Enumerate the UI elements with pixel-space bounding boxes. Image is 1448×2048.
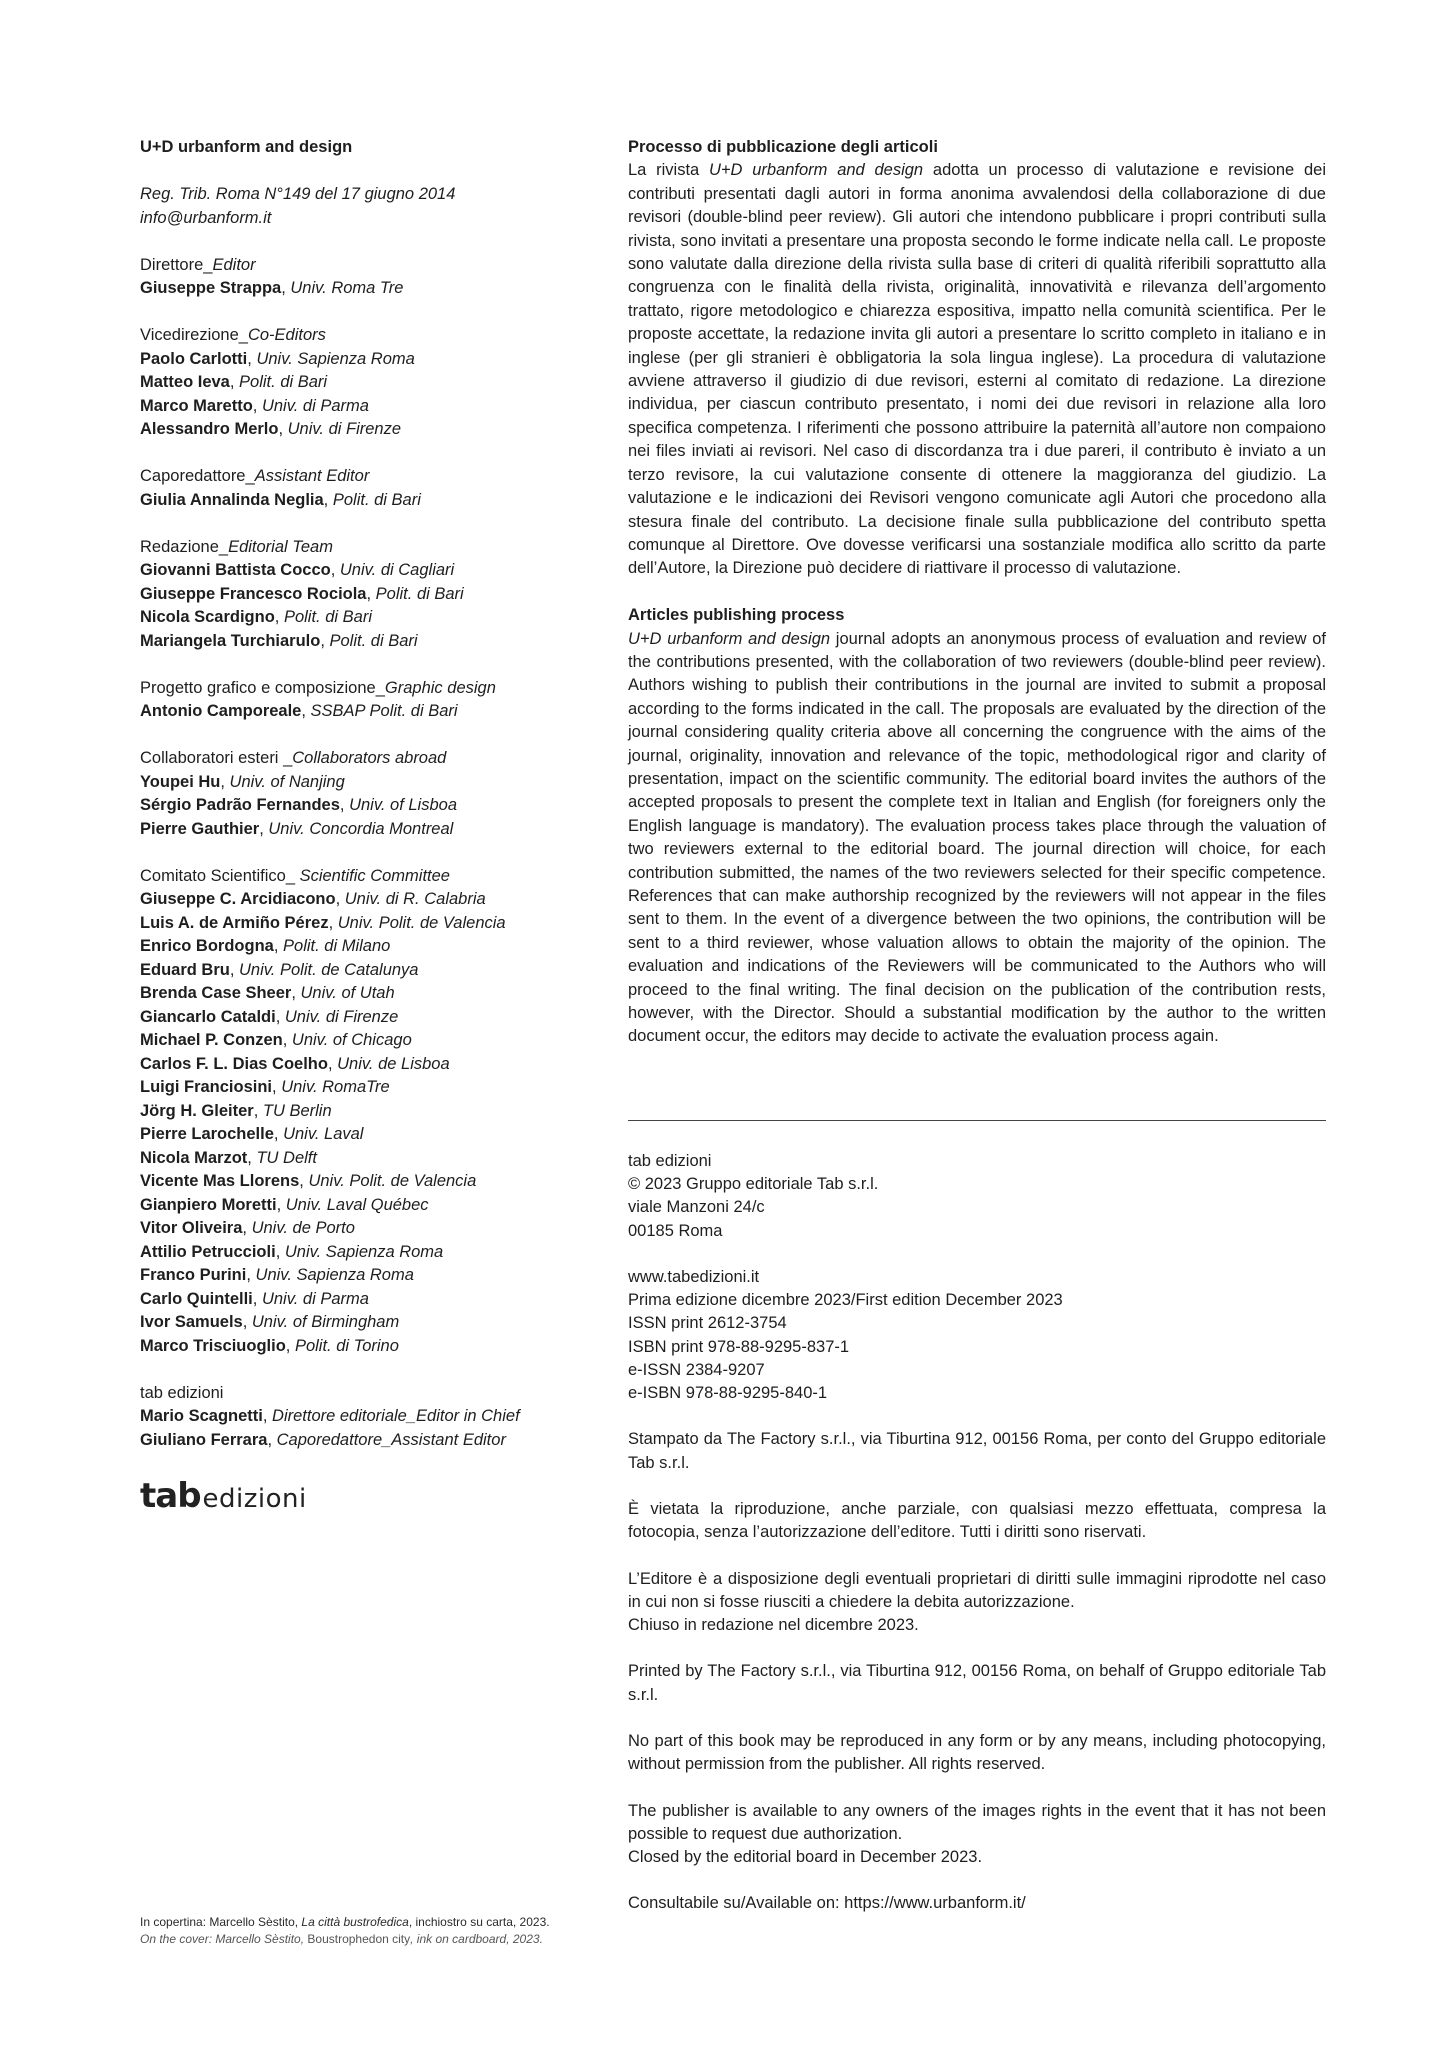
section-divider bbox=[628, 1120, 1326, 1121]
member-affiliation: Univ. Sapienza Roma bbox=[284, 1242, 444, 1261]
member-affiliation: Univ. di Parma bbox=[261, 1289, 369, 1308]
member-name: Paolo Carlotti bbox=[140, 349, 248, 368]
section-heading bbox=[140, 677, 580, 701]
member-affiliation: Polit. di Milano bbox=[283, 937, 391, 955]
member-comma: , bbox=[301, 702, 311, 720]
member-name: Alessandro Merlo bbox=[140, 420, 279, 438]
member-name: Giuliano Ferrara bbox=[140, 1430, 268, 1449]
masthead-section bbox=[140, 254, 580, 301]
printed-en-text: Printed by The Factory s.r.l., via Tiburtina 912, 00156 Roma, on behalf of Gruppo editoriale Tab s.r.l. bbox=[628, 1662, 1326, 1704]
member-name: Vitor Oliveira bbox=[140, 1219, 243, 1237]
member-comma: , bbox=[273, 937, 284, 955]
member-affiliation: Univ. di Firenze bbox=[284, 1007, 399, 1026]
member-entry bbox=[140, 1076, 580, 1100]
member-affiliation: Univ. de Porto bbox=[251, 1219, 355, 1237]
member-name: Attilio Petruccioli bbox=[140, 1242, 276, 1261]
member-comma: , bbox=[323, 490, 333, 509]
member-comma: , bbox=[282, 1031, 292, 1049]
masthead-section bbox=[140, 1382, 580, 1453]
member-affiliation: Univ. of Birmingham bbox=[251, 1313, 400, 1331]
registration-text: Reg. Trib. Roma N°149 del 17 giugno 2014 bbox=[140, 185, 456, 203]
member-comma: , bbox=[220, 772, 230, 791]
imprint-line: 00185 Roma bbox=[628, 1221, 723, 1240]
member-comma: , bbox=[275, 1242, 285, 1261]
member-affiliation: Univ. of Lisboa bbox=[349, 796, 457, 814]
printer-en bbox=[628, 1660, 1326, 1706]
member-name: Marco Maretto bbox=[140, 396, 253, 415]
section-heading bbox=[140, 324, 580, 348]
member-name: Pierre Larochelle bbox=[140, 1125, 274, 1143]
member-affiliation: Caporedattore_Assistant Editor bbox=[276, 1430, 506, 1449]
section-heading-it: Caporedattore bbox=[140, 467, 246, 485]
member-comma: , bbox=[274, 608, 284, 626]
member-comma: , bbox=[285, 1336, 295, 1355]
section-heading-it: Direttore bbox=[140, 255, 204, 274]
member-name: Giuseppe Francesco Rociola bbox=[140, 584, 367, 603]
member-name: Nicola Marzot bbox=[140, 1148, 248, 1167]
member-name: Eduard Bru bbox=[140, 960, 230, 979]
member-name: Giovanni Battista Cocco bbox=[140, 561, 331, 579]
registration-block bbox=[140, 183, 580, 230]
member-affiliation: Polit. di Bari bbox=[329, 631, 418, 650]
available-text: Consultabile su/Available on: https://www.urbanform.it/ bbox=[628, 1894, 1026, 1913]
section-heading-en: Scientific Committee bbox=[295, 866, 450, 885]
member-comma: , bbox=[299, 1172, 309, 1190]
section-heading-it: Comitato Scientifico bbox=[140, 866, 286, 885]
imprint-line: Prima edizione dicembre 2023/First edition December 2023 bbox=[628, 1291, 1063, 1310]
member-name: Pierre Gauthier bbox=[140, 819, 260, 838]
member-entry bbox=[140, 418, 580, 442]
member-entry bbox=[140, 606, 580, 630]
masthead-section bbox=[140, 865, 580, 1359]
heading-separator: _ bbox=[283, 749, 293, 767]
member-comma: , bbox=[278, 420, 288, 438]
section-heading bbox=[140, 536, 580, 560]
member-comma: , bbox=[276, 1195, 286, 1214]
member-comma: , bbox=[272, 1078, 282, 1096]
member-comma: , bbox=[252, 1289, 262, 1308]
member-entry bbox=[140, 630, 580, 654]
member-entry bbox=[140, 348, 580, 372]
member-affiliation: Polit. di Torino bbox=[294, 1336, 399, 1355]
member-entry bbox=[140, 583, 580, 607]
member-comma: , bbox=[259, 819, 269, 838]
member-affiliation: Polit. di Bari bbox=[283, 608, 372, 626]
member-entry bbox=[140, 559, 580, 583]
imprint-line: e-ISSN 2384-9207 bbox=[628, 1360, 765, 1379]
edition-info bbox=[628, 1266, 1326, 1405]
rights-en bbox=[628, 1730, 1326, 1776]
member-entry bbox=[140, 1429, 580, 1453]
masthead-section bbox=[140, 324, 580, 442]
member-entry bbox=[140, 1006, 580, 1030]
imprint bbox=[628, 1150, 1326, 1939]
member-name: Brenda Case Sheer bbox=[140, 984, 292, 1002]
member-name: Marco Trisciuoglio bbox=[140, 1336, 286, 1355]
member-comma: , bbox=[242, 1313, 252, 1331]
member-name: Vicente Mas Llorens bbox=[140, 1172, 300, 1190]
member-affiliation: Polit. di Bari bbox=[375, 584, 464, 603]
member-affiliation: Univ. Sapienza Roma bbox=[255, 1266, 414, 1284]
member-affiliation: Polit. di Bari bbox=[332, 490, 421, 509]
member-entry bbox=[140, 1405, 580, 1429]
contact-email: info@urbanform.it bbox=[140, 208, 272, 227]
member-entry bbox=[140, 1241, 580, 1265]
member-affiliation: Univ. di Firenze bbox=[287, 420, 402, 438]
member-comma: , bbox=[366, 584, 376, 603]
member-entry bbox=[140, 1311, 580, 1335]
rights-en-text: No part of this book may be reproduced in any form or by any means, including photocopying, without permission from the publisher. All rights reserved. bbox=[628, 1731, 1326, 1774]
member-comma: , bbox=[267, 1430, 277, 1449]
heading-separator: _ bbox=[285, 866, 295, 885]
review-it-text bbox=[628, 159, 1326, 580]
member-name: Enrico Bordogna bbox=[140, 937, 274, 955]
review-en-text bbox=[628, 628, 1326, 1049]
member-affiliation: Univ. Roma Tre bbox=[290, 279, 404, 297]
review-it-journal: U+D urbanform and design bbox=[708, 161, 924, 180]
member-name: Gianpiero Moretti bbox=[140, 1195, 277, 1214]
member-comma: , bbox=[291, 984, 301, 1002]
member-entry bbox=[140, 959, 580, 983]
member-entry bbox=[140, 912, 580, 936]
member-comma: , bbox=[252, 396, 262, 415]
member-entry bbox=[140, 1288, 580, 1312]
logo-bold-text: tab bbox=[140, 1476, 201, 1516]
member-comma: , bbox=[242, 1219, 252, 1237]
section-heading-en: Collaborators abroad bbox=[292, 749, 447, 767]
masthead bbox=[140, 136, 580, 1476]
member-comma: , bbox=[328, 913, 338, 932]
logo-light-text: edizioni bbox=[202, 1484, 307, 1514]
member-comma: , bbox=[281, 279, 291, 297]
member-name: Giuseppe Strappa bbox=[140, 279, 282, 297]
member-comma: , bbox=[320, 631, 330, 650]
imprint-line: e-ISBN 978-88-9295-840-1 bbox=[628, 1384, 828, 1403]
section-heading-en: Assistant Editor bbox=[254, 467, 370, 485]
member-name: Sérgio Padrão Fernandes bbox=[140, 796, 340, 814]
closed-en-text: Closed by the editorial board in December 2023. bbox=[628, 1847, 983, 1866]
member-affiliation: Univ. Laval Québec bbox=[285, 1195, 429, 1214]
member-entry bbox=[140, 1194, 580, 1218]
imprint-line: © 2023 Gruppo editoriale Tab s.r.l. bbox=[628, 1175, 879, 1194]
caption-en-suffix: , ink on cardboard, 2023. bbox=[410, 1932, 543, 1946]
member-entry bbox=[140, 395, 580, 419]
member-entry bbox=[140, 1170, 580, 1194]
member-comma: , bbox=[247, 349, 257, 368]
member-comma: , bbox=[339, 796, 350, 814]
caption-it-suffix: , inchiostro su carta, 2023. bbox=[408, 1915, 550, 1929]
member-affiliation: TU Delft bbox=[256, 1148, 317, 1167]
member-comma: , bbox=[275, 1007, 285, 1026]
member-comma: , bbox=[247, 1148, 257, 1167]
member-name: Mario Scagnetti bbox=[140, 1407, 263, 1425]
member-entry bbox=[140, 1147, 580, 1171]
member-name: Ivor Samuels bbox=[140, 1313, 243, 1331]
member-affiliation: SSBAP Polit. di Bari bbox=[310, 702, 458, 720]
cover-caption bbox=[140, 1914, 620, 1948]
member-affiliation: Univ. of Utah bbox=[300, 984, 395, 1002]
section-heading bbox=[140, 865, 580, 889]
images-en-text: The publisher is available to any owners of the images rights in the event that it has not been possible to request due authorization. bbox=[628, 1801, 1326, 1843]
caption-en-prefix: On the cover: Marcello Sèstito, bbox=[140, 1932, 308, 1946]
member-name: Nicola Scardigno bbox=[140, 608, 275, 626]
section-heading bbox=[140, 254, 580, 278]
images-en bbox=[628, 1800, 1326, 1870]
section-heading bbox=[140, 747, 580, 771]
member-name: Carlo Quintelli bbox=[140, 1289, 253, 1308]
member-entry bbox=[140, 1053, 580, 1077]
member-name: Luigi Franciosini bbox=[140, 1078, 273, 1096]
member-entry bbox=[140, 794, 580, 818]
heading-separator: _ bbox=[203, 255, 213, 274]
member-name: Giuseppe C. Arcidiacono bbox=[140, 890, 336, 908]
printer-it bbox=[628, 1428, 1326, 1474]
member-name: Luis A. de Armiño Pérez bbox=[140, 913, 329, 932]
review-en-title: Articles publishing process bbox=[628, 606, 845, 625]
member-comma: , bbox=[335, 890, 345, 908]
member-comma: , bbox=[246, 1266, 256, 1284]
rights-it bbox=[628, 1498, 1326, 1544]
availability bbox=[628, 1892, 1326, 1915]
member-affiliation: Univ. of Chicago bbox=[291, 1031, 412, 1049]
publisher-info bbox=[628, 1150, 1326, 1243]
member-name: Carlos F. L. Dias Coelho bbox=[140, 1054, 328, 1073]
member-entry bbox=[140, 818, 580, 842]
member-name: Michael P. Conzen bbox=[140, 1031, 283, 1049]
member-affiliation: Univ. di Cagliari bbox=[339, 561, 455, 579]
caption-it-prefix: In copertina: Marcello Sèstito, bbox=[140, 1915, 302, 1929]
masthead-sections bbox=[140, 254, 580, 1453]
heading-separator: _ bbox=[245, 467, 255, 485]
section-heading bbox=[140, 1382, 580, 1406]
member-entry bbox=[140, 1029, 580, 1053]
member-entry bbox=[140, 700, 580, 724]
heading-separator: _ bbox=[375, 678, 385, 697]
review-it-section bbox=[628, 136, 1326, 581]
caption-it-title: La città bustrofedica bbox=[301, 1915, 409, 1929]
imprint-line: ISSN print 2612-3754 bbox=[628, 1314, 787, 1333]
section-heading-it: tab edizioni bbox=[140, 1383, 224, 1402]
section-heading bbox=[140, 465, 580, 489]
masthead-section bbox=[140, 465, 580, 512]
images-it-text: L’Editore è a disposizione degli eventuali proprietari di diritti sulle immagini riprodotte nel caso in cui non si fosse riusciti a chiedere la debita autorizzazione. bbox=[628, 1569, 1326, 1611]
member-comma: , bbox=[229, 373, 240, 391]
member-entry bbox=[140, 771, 580, 795]
member-entry bbox=[140, 888, 580, 912]
member-entry bbox=[140, 982, 580, 1006]
section-heading-it: Vicedirezione bbox=[140, 326, 239, 344]
member-affiliation: Univ. Polit. de Valencia bbox=[308, 1172, 477, 1190]
member-affiliation: Univ. de Lisboa bbox=[337, 1054, 450, 1073]
member-entry bbox=[140, 489, 580, 513]
masthead-section bbox=[140, 677, 580, 724]
section-heading-it: Redazione bbox=[140, 537, 219, 556]
member-affiliation: Univ. Sapienza Roma bbox=[256, 349, 415, 368]
section-heading-en: Co-Editors bbox=[247, 326, 326, 344]
member-entry bbox=[140, 371, 580, 395]
review-it-intro: La rivista bbox=[628, 161, 709, 180]
member-affiliation: Univ. di R. Calabria bbox=[344, 890, 486, 908]
member-name: Youpei Hu bbox=[140, 772, 221, 791]
section-heading-en: Editorial Team bbox=[228, 537, 333, 556]
member-entry bbox=[140, 277, 580, 301]
member-entry bbox=[140, 1264, 580, 1288]
tab-edizioni-logo bbox=[140, 1476, 307, 1516]
rights-it-text: È vietata la riproduzione, anche parziale, con qualsiasi mezzo effettuata, compresa la fotocopia, senza l’autorizzazione dell’editore. Tutti i diritti sono riservati. bbox=[628, 1500, 1326, 1542]
caption-en-title: Boustrophedon city bbox=[307, 1932, 411, 1946]
member-affiliation: Univ. Laval bbox=[283, 1125, 364, 1143]
member-name: Jörg H. Gleiter bbox=[140, 1101, 254, 1120]
images-it bbox=[628, 1568, 1326, 1638]
imprint-line: www.tabedizioni.it bbox=[628, 1268, 760, 1286]
member-comma: , bbox=[327, 1054, 338, 1073]
cover-caption-en bbox=[140, 1931, 620, 1948]
review-process bbox=[628, 136, 1326, 1049]
imprint-line: ISBN print 978-88-9295-837-1 bbox=[628, 1337, 850, 1356]
review-it-title: Processo di pubblicazione degli articoli bbox=[628, 138, 938, 156]
heading-separator: _ bbox=[238, 326, 248, 344]
member-affiliation: Univ. Concordia Montreal bbox=[268, 819, 454, 838]
member-comma: , bbox=[262, 1407, 273, 1425]
section-heading-en: Graphic design bbox=[384, 678, 496, 697]
member-name: Giancarlo Cataldi bbox=[140, 1007, 276, 1026]
masthead-section bbox=[140, 536, 580, 654]
masthead-title-block bbox=[140, 136, 580, 160]
member-affiliation: Univ. Polit. de Valencia bbox=[337, 913, 506, 932]
member-name: Antonio Camporeale bbox=[140, 702, 302, 720]
member-entry bbox=[140, 1335, 580, 1359]
masthead-section bbox=[140, 747, 580, 841]
review-en-body: journal adopts an anonymous process of evaluation and review of the contributions presented, with the collaboration of two reviewers (double-blind peer review). Authors wishing to publish their contributions in the journal are invited to submit a proposal according to the forms indicated in the call. The proposals are evaluated by the direction of the journal considering quality criteria above all concerning the congruence with the aims of the journal, originality, innovation and relevance of the topic, methodological rigor and clarity of presentation, impact on the scientific community. The editorial board invites the authors of the accepted proposals to present the complete text in Italian and English (for foreigners only the English language is mandatory). The evaluation process takes place through the valuation of two reviewers external to the editorial board. The journal direction will choice, for each contribution submitted, the names of the two reviewers selected for their specific competence. References that can make authorship recognized by the reviewers will not appear in the files sent to them. In the event of a divergence between the two opinions, the contribution will be sent to a third reviewer, whose valuation allows to obtain the majority of the opinion. The evaluation and indications of the Reviewers will be communicated to the Authors who will proceed to the final writing. The final decision on the publication of the contribution rests, however, with the Director. Should a substantial modification by the author to the written document occur, the editors may decide to activate the evaluation process again. bbox=[628, 629, 1326, 1046]
member-comma: , bbox=[229, 960, 240, 979]
member-entry bbox=[140, 1217, 580, 1241]
member-entry bbox=[140, 1123, 580, 1147]
member-affiliation: Univ. di Parma bbox=[261, 396, 369, 415]
review-en-journal: U+D urbanform and design bbox=[628, 629, 831, 648]
member-affiliation: TU Berlin bbox=[262, 1101, 332, 1120]
imprint-line: tab edizioni bbox=[628, 1152, 712, 1170]
member-entry bbox=[140, 935, 580, 959]
review-it-body: adotta un processo di valutazione e revisione dei contributi presentati dagli autori in forma anonima avvalendosi della collaborazione di due revisori (double-blind peer review). Gli autori che intendono pubblicare i propri contributi sulla rivista, sono invitati a presentare una proposta secondo le forme indicate nella call. Le proposte sono valutate dalla direzione della rivista sulla base di criteri di qualità riferibili soprattutto alla congruenza con le finalità della rivista, originalità, innovatività e rilevanza dell’argomento trattato, rigore metodologico e chiarezza espositiva, impatto nella comunità scientifica. Per le proposte accettate, la redazione invita gli autori a presentare lo scritto completo in italiano e in inglese (per gli stranieri è obbligatoria la sola lingua inglese). La procedura di valutazione avviene attraverso il giudizio di due revisori, esterni al comitato di redazione. La direzione individua, per ciascun contributo presentato, i nomi dei due revisori in relazione alla loro specifica competenza. I riferimenti che possono attribuire la paternità all’autore non compaiono nei files inviati ai revisori. Nel caso di discordanza tra i due pareri, il contributo è inviato a un terzo revisore, la cui valutazione consente di ottenere la maggioranza del giudizio. La valutazione e le indicazioni dei Revisori vengono comunicate agli Autori che procedono alla stesura finale del contributo. La decisione finale sulla pubblicazione del contributo spetta comunque al Direttore. Ove dovesse verificarsi una sostanziale modifica allo scritto da parte dell’Autore, la Direzione può decidere di riattivare il processo di valutazione. bbox=[628, 161, 1327, 578]
member-affiliation: Univ. RomaTre bbox=[281, 1078, 390, 1096]
imprint-line: viale Manzoni 24/c bbox=[628, 1198, 765, 1217]
member-entry bbox=[140, 1100, 580, 1124]
section-heading-it: Collaboratori esteri bbox=[140, 749, 284, 767]
review-en-section bbox=[628, 604, 1326, 1049]
member-affiliation: Univ. Polit. de Catalunya bbox=[239, 960, 419, 979]
printed-it-text: Stampato da The Factory s.r.l., via Tiburtina 912, 00156 Roma, per conto del Gruppo editoriale Tab s.r.l. bbox=[628, 1430, 1326, 1472]
member-comma: , bbox=[273, 1125, 284, 1143]
member-comma: , bbox=[330, 561, 340, 579]
cover-caption-it bbox=[140, 1914, 620, 1931]
member-affiliation: Polit. di Bari bbox=[239, 373, 328, 391]
closed-it-text: Chiuso in redazione nel dicembre 2023. bbox=[628, 1616, 919, 1634]
member-name: Mariangela Turchiarulo bbox=[140, 631, 321, 650]
member-name: Franco Purini bbox=[140, 1266, 247, 1284]
member-name: Matteo Ieva bbox=[140, 373, 230, 391]
heading-separator: _ bbox=[218, 537, 229, 556]
member-name: Giulia Annalinda Neglia bbox=[140, 490, 324, 509]
member-affiliation: Direttore editoriale_Editor in Chief bbox=[272, 1407, 520, 1425]
section-heading-en: Editor bbox=[212, 255, 256, 274]
section-heading-it: Progetto grafico e composizione bbox=[140, 678, 376, 697]
member-affiliation: Univ. of Nanjing bbox=[229, 772, 345, 791]
member-comma: , bbox=[253, 1101, 263, 1120]
journal-title: U+D urbanform and design bbox=[140, 138, 353, 156]
